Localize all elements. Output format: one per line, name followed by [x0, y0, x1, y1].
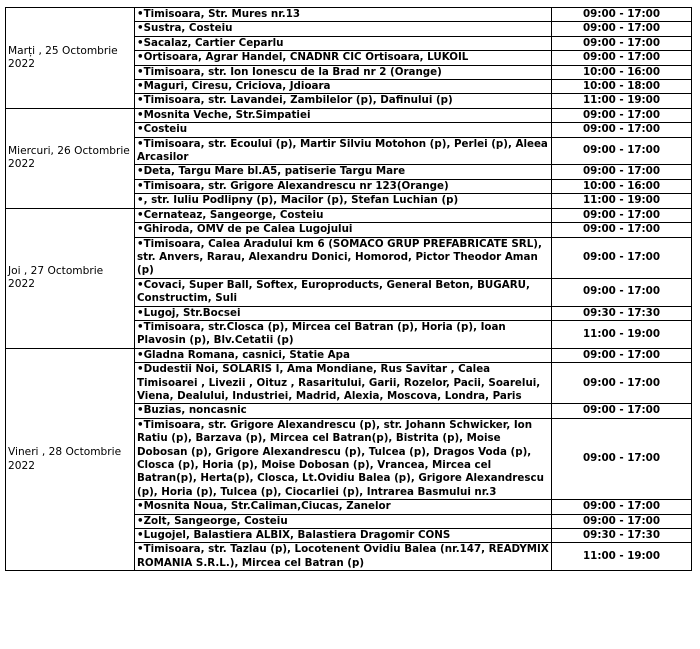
time-cell: 09:00 - 17:00 — [552, 418, 692, 499]
location-cell: •Costeiu — [135, 123, 552, 137]
location-cell: •Buzias, noncasnic — [135, 404, 552, 418]
time-cell: 10:00 - 18:00 — [552, 80, 692, 94]
time-cell: 09:00 - 17:00 — [552, 278, 692, 306]
location-cell: •Timisoara, Str. Mures nr.13 — [135, 8, 552, 22]
time-cell: 09:00 - 17:00 — [552, 165, 692, 179]
time-cell: 11:00 - 19:00 — [552, 543, 692, 571]
location-cell: •Sacalaz, Cartier Ceparlu — [135, 36, 552, 50]
time-cell: 09:00 - 17:00 — [552, 108, 692, 122]
time-cell: 09:00 - 17:00 — [552, 348, 692, 362]
time-cell: 09:30 - 17:30 — [552, 529, 692, 543]
schedule-table — [5, 7, 692, 571]
time-cell: 09:30 - 17:30 — [552, 306, 692, 320]
time-cell: 11:00 - 19:00 — [552, 94, 692, 108]
location-cell: •Ghiroda, OMV de pe Calea Lugojului — [135, 223, 552, 237]
location-cell: •Timisoara, str. Tazlau (p), Locotenent Ovidiu Balea (nr.147, READYMIX ROMANIA S.R.L.), Mircea cel Batran (p) — [135, 543, 552, 571]
location-cell: •Maguri, Ciresu, Criciova, Jdioara — [135, 80, 552, 94]
location-cell: •Lugoj, Str.Bocsei — [135, 306, 552, 320]
location-cell: •, str. Iuliu Podlipny (p), Macilor (p), Stefan Luchian (p) — [135, 194, 552, 208]
day-label: Marți , 25 Octombrie 2022 — [6, 8, 135, 109]
time-cell: 09:00 - 17:00 — [552, 514, 692, 528]
location-cell: •Cernateaz, Sangeorge, Costeiu — [135, 208, 552, 222]
location-cell: •Timisoara, Calea Aradului km 6 (SOMACO GRUP PREFABRICATE SRL), str. Anvers, Rarau, Alexandru Donici, Homorod, Pictor Theodor Aman (p) — [135, 237, 552, 278]
time-cell: 11:00 - 19:00 — [552, 194, 692, 208]
location-cell: •Mosnita Noua, Str.Caliman,Ciucas, Zanelor — [135, 500, 552, 514]
time-cell: 10:00 - 16:00 — [552, 179, 692, 193]
day-label: Miercuri, 26 Octombrie 2022 — [6, 108, 135, 208]
table-row — [6, 8, 692, 22]
location-cell: •Mosnita Veche, Str.Simpatiei — [135, 108, 552, 122]
time-cell: 09:00 - 17:00 — [552, 36, 692, 50]
time-cell: 09:00 - 17:00 — [552, 22, 692, 36]
location-cell: •Zolt, Sangeorge, Costeiu — [135, 514, 552, 528]
location-cell: •Gladna Romana, casnici, Statie Apa — [135, 348, 552, 362]
table-row — [6, 348, 692, 362]
time-cell: 09:00 - 17:00 — [552, 208, 692, 222]
location-cell: •Timisoara, str.Closca (p), Mircea cel Batran (p), Horia (p), Ioan Plavosin (p), Blv.Cetatii (p) — [135, 320, 552, 348]
day-label: Vineri , 28 Octombrie 2022 — [6, 348, 135, 571]
time-cell: 11:00 - 19:00 — [552, 320, 692, 348]
time-cell: 09:00 - 17:00 — [552, 51, 692, 65]
time-cell: 09:00 - 17:00 — [552, 404, 692, 418]
location-cell: •Timisoara, str. Lavandei, Zambilelor (p), Dafinului (p) — [135, 94, 552, 108]
time-cell: 09:00 - 17:00 — [552, 8, 692, 22]
location-cell: •Lugojel, Balastiera ALBIX, Balastiera Dragomir CONS — [135, 529, 552, 543]
location-cell: •Timisoara, str. Ion Ionescu de la Brad nr 2 (Orange) — [135, 65, 552, 79]
location-cell: •Ortisoara, Agrar Handel, CNADNR CIC Ortisoara, LUKOIL — [135, 51, 552, 65]
location-cell: •Dudestii Noi, SOLARIS I, Ama Mondiane, Rus Savitar , Calea Timisoarei , Livezii , Oituz , Rasaritului, Garii, Rozelor, Pacii, Soarelui, Viena, Dealului, Industriei, Madrid, Alexia, Moscova, Londra, Paris — [135, 363, 552, 404]
location-cell: •Timisoara, str. Grigore Alexandrescu nr 123(Orange) — [135, 179, 552, 193]
location-cell: •Sustra, Costeiu — [135, 22, 552, 36]
location-cell: •Timisoara, str. Ecoului (p), Martir Silviu Motohon (p), Perlei (p), Aleea Arcasilor — [135, 137, 552, 165]
time-cell: 10:00 - 16:00 — [552, 65, 692, 79]
time-cell: 09:00 - 17:00 — [552, 223, 692, 237]
location-cell: •Covaci, Super Ball, Softex, Europroducts, General Beton, BUGARU, Constructim, Suli — [135, 278, 552, 306]
location-cell: •Timisoara, str. Grigore Alexandrescu (p), str. Johann Schwicker, Ion Ratiu (p), Barzava (p), Mircea cel Batran(p), Bistrita (p), Moise Dobosan (p), Grigore Alexandrescu (p), Tulcea (p), Dragos Voda (p), Closca (p), Horia (p), Moise Dobosan (p), Vrancea, Mircea cel Batran(p), Herta(p), Closca, Lt.Ovidiu Balea (p), Grigore Alexandrescu (p), Horia (p), Tulcea (p), Ciocarliei (p), Intrarea Basmului nr.3 — [135, 418, 552, 499]
day-label: Joi , 27 Octombrie 2022 — [6, 208, 135, 348]
time-cell: 09:00 - 17:00 — [552, 137, 692, 165]
time-cell: 09:00 - 17:00 — [552, 363, 692, 404]
time-cell: 09:00 - 17:00 — [552, 123, 692, 137]
schedule-body — [6, 8, 692, 571]
time-cell: 09:00 - 17:00 — [552, 237, 692, 278]
table-row — [6, 208, 692, 222]
time-cell: 09:00 - 17:00 — [552, 500, 692, 514]
table-row — [6, 108, 692, 122]
location-cell: •Deta, Targu Mare bl.A5, patiserie Targu Mare — [135, 165, 552, 179]
